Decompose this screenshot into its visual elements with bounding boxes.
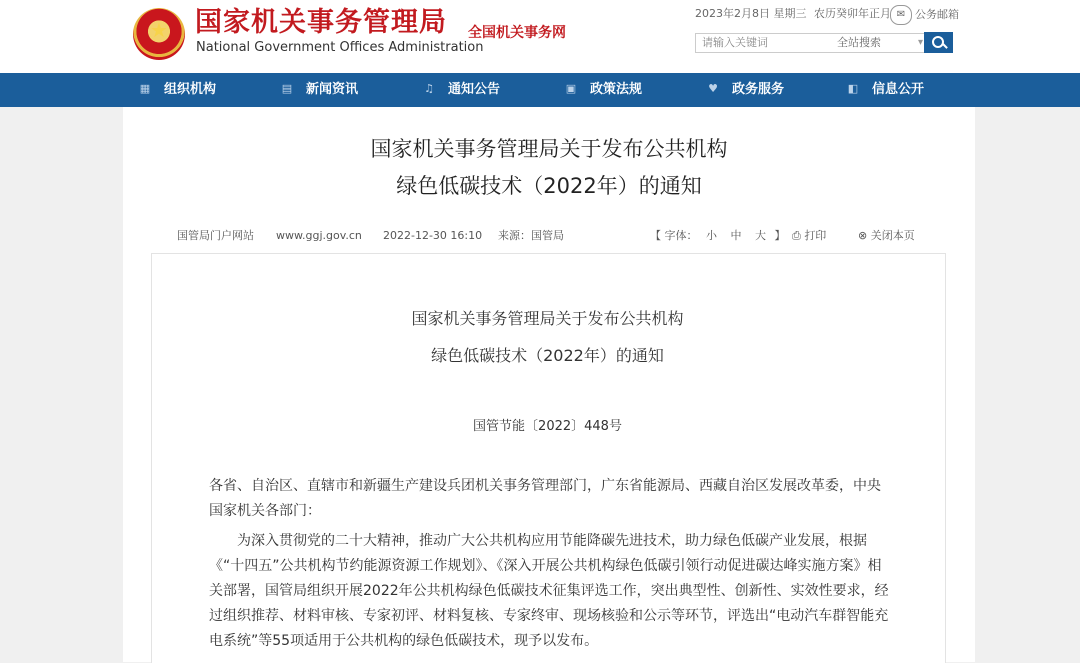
font-size-control: 【 字体： 小 中 大 】: [650, 229, 786, 242]
national-emblem-icon: ★: [133, 8, 185, 60]
search-scope-label: 全站搜索: [837, 36, 881, 49]
mail-link[interactable]: [890, 5, 959, 25]
service-icon: ♥: [708, 81, 718, 95]
chevron-down-icon: ▾: [917, 37, 923, 48]
article-title: 国家机关事务管理局关于发布公共机构 绿色低碳技术（2022年）的通知: [370, 137, 728, 198]
search-button[interactable]: [924, 32, 953, 53]
date-info: [695, 7, 895, 21]
document-title: 国家机关事务管理局关于发布公共机构 绿色低碳技术（2022年）的通知: [411, 309, 684, 365]
font-small-link[interactable]: 小: [706, 229, 717, 242]
meta-site: www.ggj.gov.cn: [276, 229, 362, 242]
mail-label: 公务邮箱: [915, 8, 959, 21]
search-scope-select[interactable]: [831, 33, 930, 53]
lunar-date: 农历癸卯年正月: [814, 7, 891, 20]
nav-item-label: 新闻资讯: [306, 82, 359, 97]
nav-item-label: 信息公开: [872, 82, 925, 97]
nav-item-news[interactable]: [279, 73, 358, 107]
site-logo-cn[interactable]: 国家机关事务管理局: [195, 7, 447, 38]
nav-item-policy[interactable]: [563, 73, 642, 107]
nav-item-info[interactable]: [845, 73, 924, 107]
org-icon: ▦: [139, 81, 151, 95]
nav-item-label: 政策法规: [590, 82, 643, 97]
close-page-button[interactable]: ⊗ 关闭本页: [858, 229, 915, 242]
nav-item-label: 政务服务: [732, 82, 785, 97]
search-icon: [932, 36, 944, 48]
nav-item-notices[interactable]: [421, 73, 500, 107]
meta-source: 来源：国管局: [498, 229, 564, 242]
meta-portal: 国管局门户网站: [177, 229, 254, 242]
meta-datetime: 2022-12-30 16:10: [383, 229, 483, 242]
main-nav: [0, 73, 1080, 107]
print-button[interactable]: ⎙ 打印: [792, 229, 827, 242]
close-icon: ⊗: [858, 229, 868, 242]
nav-item-org[interactable]: [137, 73, 216, 107]
site-header: [0, 0, 1080, 73]
policy-icon: ▣: [565, 81, 577, 95]
document-number: 国管节能〔2022〕448号: [473, 419, 622, 434]
envelope-icon: ✉: [890, 5, 912, 25]
font-medium-link[interactable]: 中: [730, 229, 742, 242]
current-date: 2023年2月8日 星期三: [695, 7, 807, 20]
network-link[interactable]: 全国机关事务网: [468, 25, 566, 41]
document-paragraph: 为深入贯彻党的二十大精神，推动广大公共机构应用节能降碳先进技术，助力绿色低碳产业发展，根据《“十四五”公共机构节约能源资源工作规划》、《深入开展公共机构绿色低碳引领行动促进碳达峰实施方案》相关部署，国管局组织开展2022年公共机构绿色低碳技术征集评选工作，突出典型性、创新性、实效性要求，经过组织推荐、材料审核、专家初评、材料复核、专家终审、现场核验和公示等环节，评选出“电动汽车群智能充电系统”等55项适用于公共机构的绿色低碳技术，现予以发布。: [209, 533, 889, 649]
printer-icon: ⎙: [792, 229, 801, 242]
nav-item-services[interactable]: [705, 73, 784, 107]
nav-item-label: 通知公告: [448, 82, 501, 97]
search-input[interactable]: 请输入关键词: [695, 33, 837, 53]
news-icon: ▤: [281, 81, 293, 95]
site-logo-en: National Government Offices Administration: [196, 40, 484, 55]
nav-item-label: 组织机构: [164, 82, 217, 97]
info-icon: ◧: [847, 81, 859, 95]
bell-icon: ♫: [424, 81, 434, 95]
font-large-link[interactable]: 大: [755, 229, 766, 242]
document-paragraph: 各省、自治区、直辖市和新疆生产建设兵团机关事务管理部门，广东省能源局、西藏自治区发展改革委，中央国家机关各部门：: [209, 478, 881, 519]
